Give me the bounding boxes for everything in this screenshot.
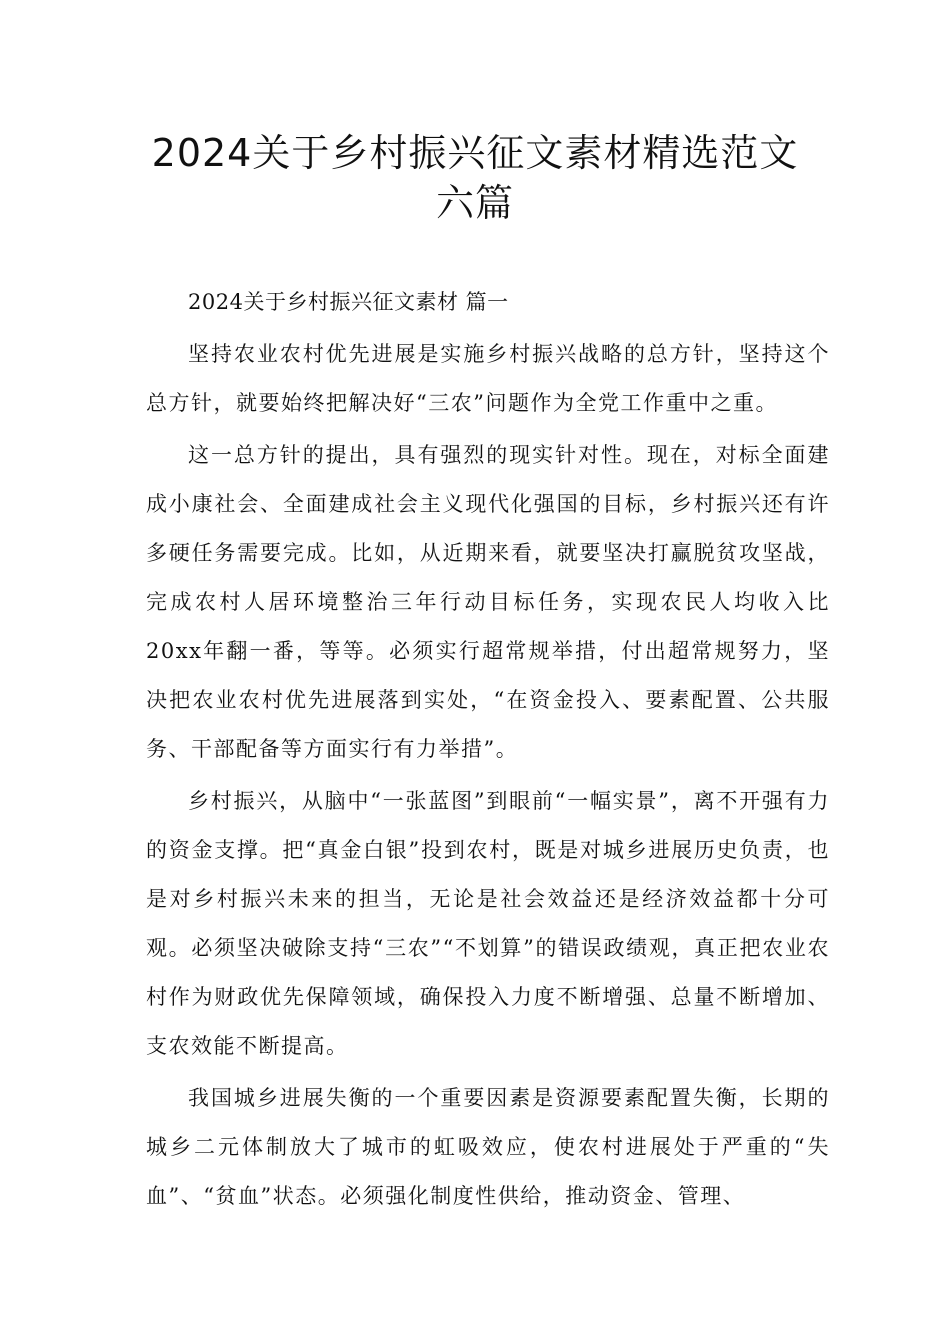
paragraph-4: 我国城乡进展失衡的一个重要因素是资源要素配置失衡，长期的城乡二元体制放大了城市的虹吸效应，使农村进展处于严重的“失血”、“贫血”状态。必须强化制度性供给，推动资金、管理、 xyxy=(146,1086,830,1208)
paragraph-2: 这一总方针的提出，具有强烈的现实针对性。现在，对标全面建成小康社会、全面建成社会主义现代化强国的目标，乡村振兴还有许多硬任务需要完成。比如，从近期来看，就要坚决打赢脱贫攻坚战，完成农村人居环境整治三年行动目标任务，实现农民人均收入比20xx年翻一番，等等。必须实行超常规举措，付出超常规努力，坚决把农业农村优先进展落到实处，“在资金投入、要素配置、公共服务、干部配备等方面实行有力举措”。 xyxy=(146,443,830,761)
document-body xyxy=(146,278,830,1224)
paragraph-3: 乡村振兴，从脑中“一张蓝图”到眼前“一幅实景”，离不开强有力的资金支撑。把“真金白银”投到农村，既是对城乡进展历史负责，也是对乡村振兴未来的担当，无论是社会效益还是经济效益都十分可观。必须坚决破除支持“三农”“不划算”的错误政绩观，真正把农业农村作为财政优先保障领域，确保投入力度不断增强、总量不断增加、支农效能不断提高。 xyxy=(146,789,830,1058)
document-title: 2024关于乡村振兴征文素材精选范文六篇 xyxy=(151,131,799,225)
paragraph-1: 坚持农业农村优先进展是实施乡村振兴战略的总方针，坚持这个总方针，就要始终把解决好“三农”问题作为全党工作重中之重。 xyxy=(146,342,830,415)
section-heading: 2024关于乡村振兴征文素材 篇一 xyxy=(188,290,509,314)
